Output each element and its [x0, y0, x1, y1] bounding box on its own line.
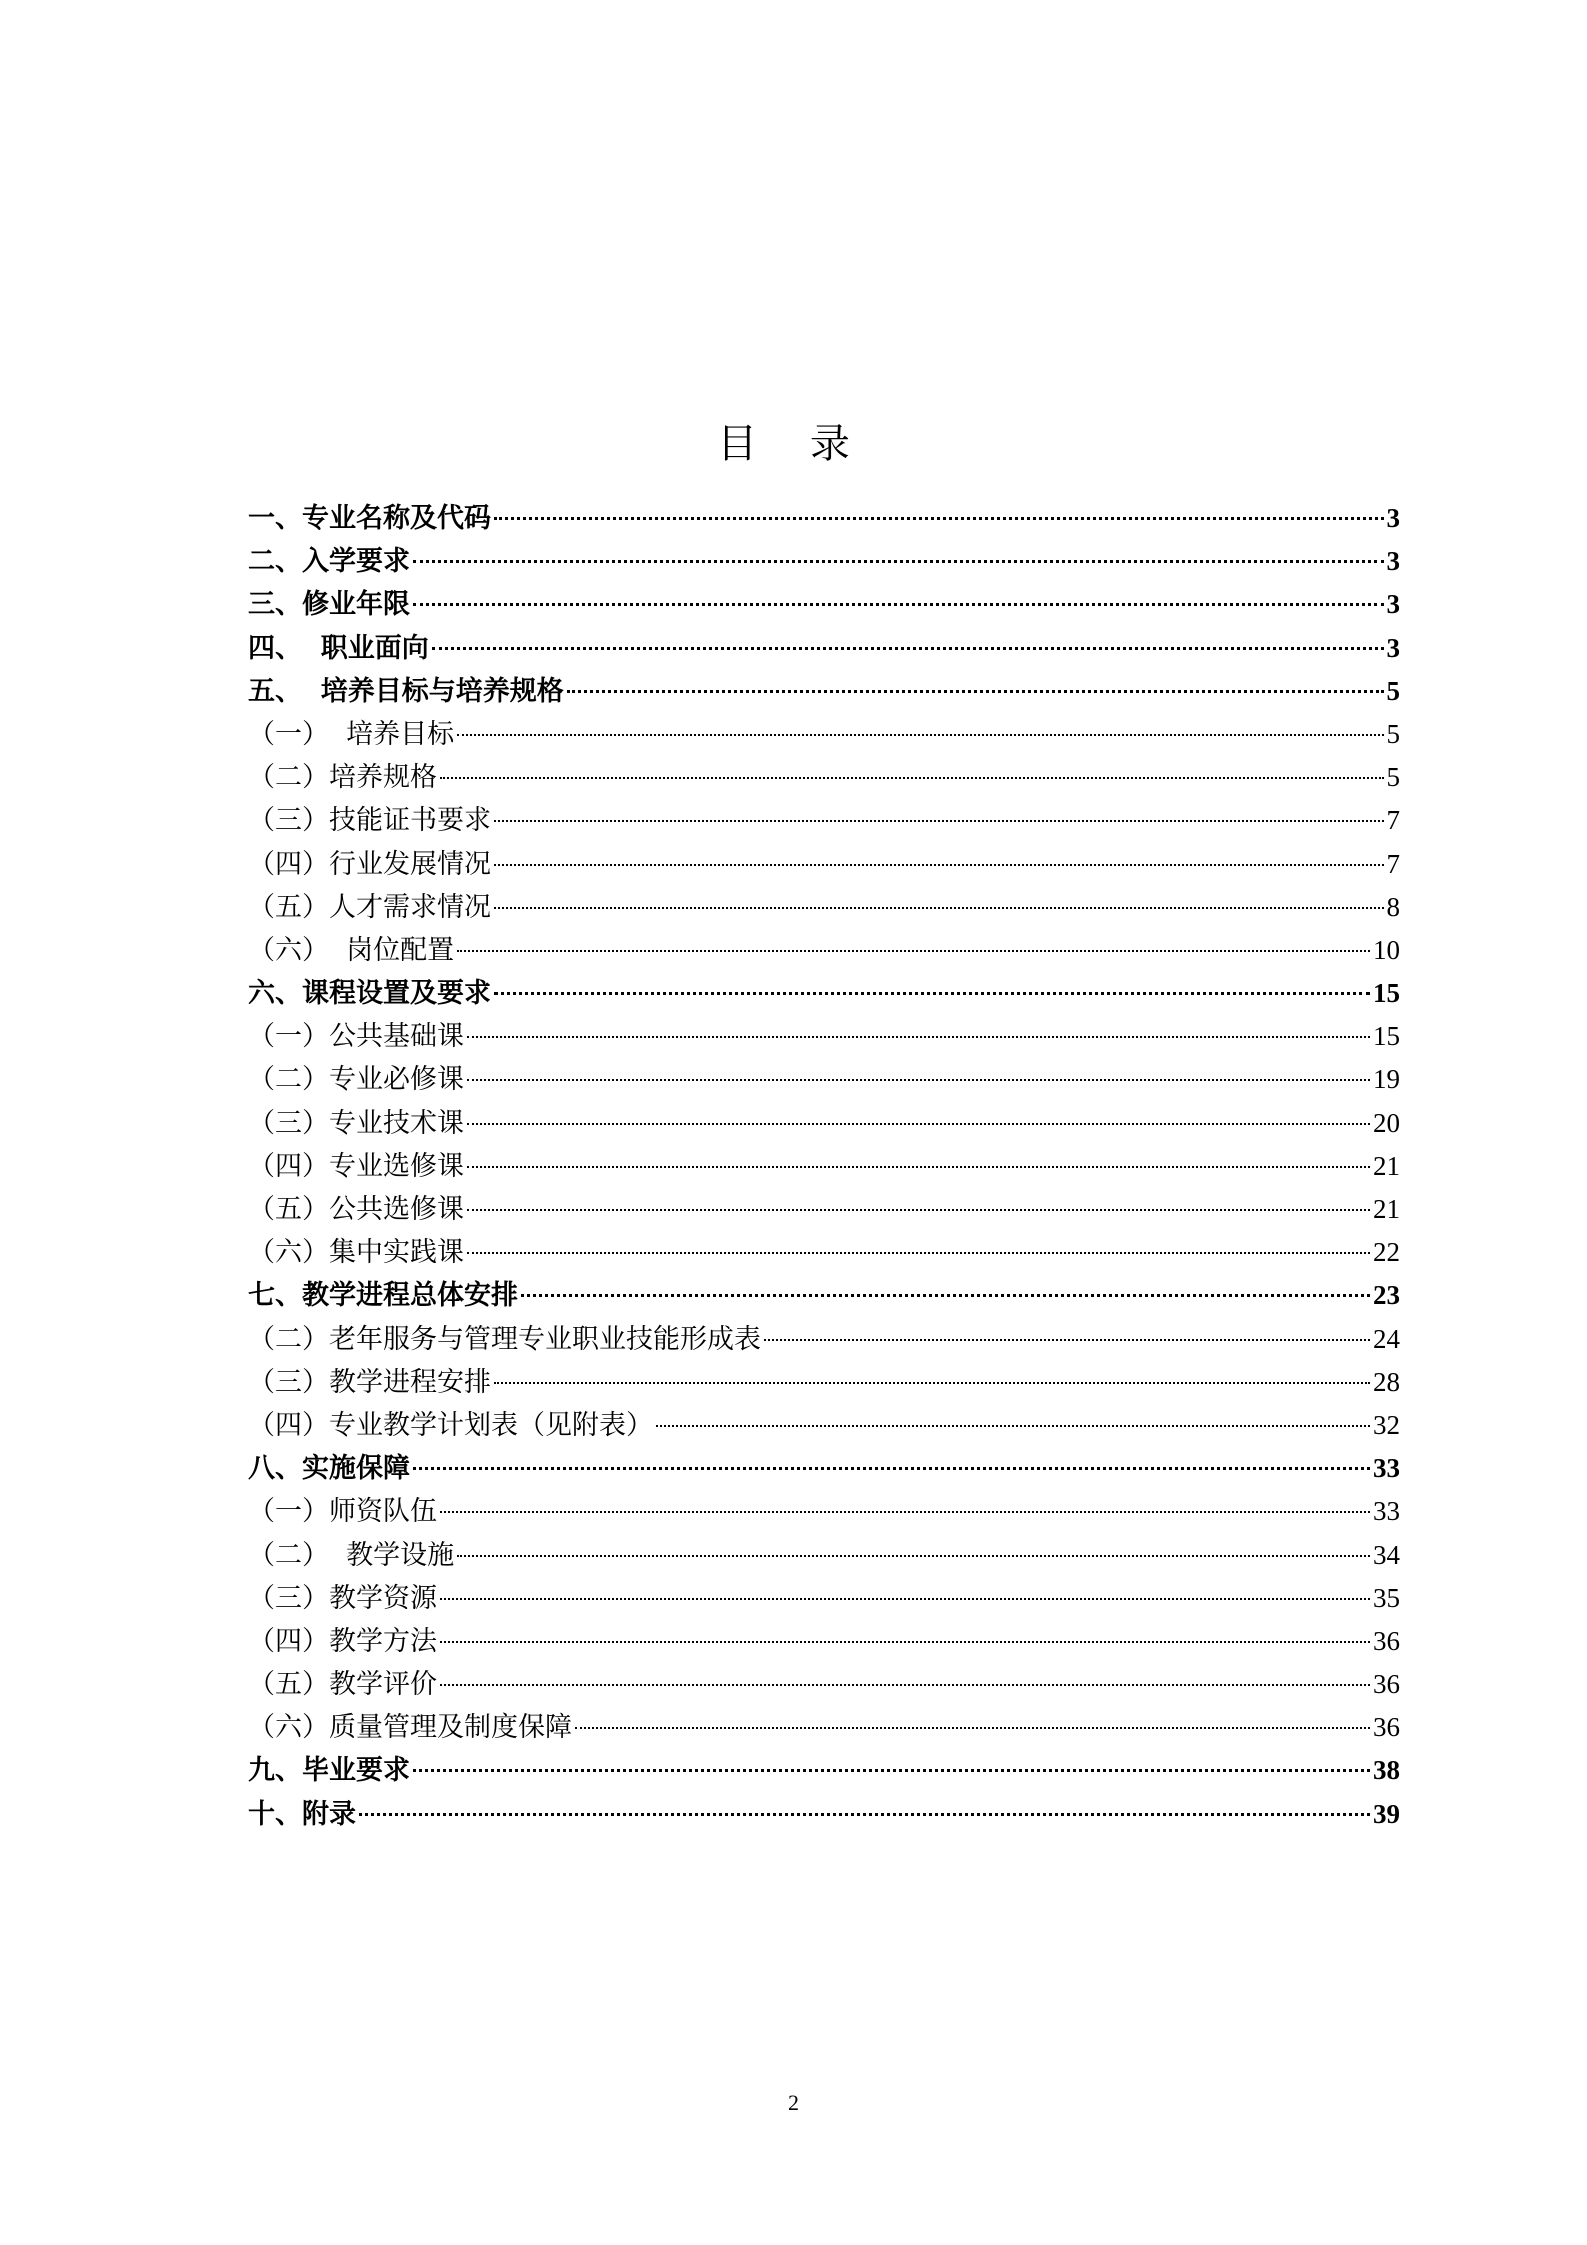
toc-entry[interactable]: [248, 1102, 1400, 1145]
toc-dot-leader: [432, 647, 1384, 650]
toc-entry[interactable]: [248, 583, 1400, 626]
toc-entry-label: （一）公共基础课: [248, 1021, 464, 1053]
toc-dot-leader: [656, 1425, 1370, 1427]
toc-entry[interactable]: [248, 1015, 1400, 1058]
toc-entry[interactable]: [248, 1145, 1400, 1188]
toc-entry[interactable]: [248, 1749, 1400, 1792]
toc-entry-label: （五）人才需求情况: [248, 891, 491, 923]
toc-dot-leader: [440, 1684, 1370, 1686]
toc-entry[interactable]: [248, 1793, 1400, 1836]
toc-entry-label: （三）教学进程安排: [248, 1366, 491, 1398]
toc-entry-page-number: 34: [1373, 1539, 1400, 1570]
toc-dot-leader: [359, 1813, 1370, 1816]
toc-entry-label: 一、专业名称及代码: [248, 503, 491, 534]
toc-entry-page-number: 24: [1373, 1323, 1400, 1354]
toc-entry[interactable]: [248, 972, 1400, 1015]
toc-entry[interactable]: [248, 1490, 1400, 1533]
toc-entry-page-number: 21: [1373, 1194, 1400, 1224]
toc-entry-label: 三、修业年限: [248, 589, 410, 621]
toc-dot-leader: [413, 603, 1384, 606]
toc-entry[interactable]: [248, 1577, 1400, 1620]
toc-entry-label: （四）专业教学计划表（见附表）: [248, 1409, 653, 1441]
toc-entry[interactable]: [248, 497, 1400, 540]
toc-entry[interactable]: [248, 1404, 1400, 1447]
toc-entry-page-number: 5: [1386, 762, 1400, 793]
toc-entry[interactable]: [248, 1534, 1400, 1577]
toc-dot-leader: [467, 1079, 1370, 1081]
toc-dot-leader: [413, 1769, 1370, 1772]
toc-entry-label: （六）集中实践课: [248, 1237, 464, 1269]
toc-entry-label: （三）专业技术课: [248, 1107, 464, 1139]
toc-entry-page-number: 8: [1386, 891, 1400, 922]
toc-dot-leader: [494, 864, 1384, 866]
toc-entry-page-number: 38: [1373, 1755, 1400, 1786]
toc-entry-page-number: 15: [1373, 978, 1400, 1009]
toc-entry-label: （五）教学评价: [248, 1669, 437, 1701]
toc-entry-page-number: 7: [1386, 848, 1400, 879]
toc-entry[interactable]: [248, 1706, 1400, 1749]
toc-entry-page-number: 15: [1373, 1021, 1400, 1052]
toc-entry-label: （二）培养规格: [248, 762, 437, 794]
toc-entry-label: （六） 岗位配置: [248, 934, 455, 966]
toc-entry[interactable]: [248, 713, 1400, 756]
toc-entry-label: 十、附录: [248, 1798, 356, 1830]
toc-entry-page-number: 33: [1373, 1496, 1400, 1527]
toc-dot-leader: [494, 907, 1384, 909]
toc-entry-page-number: 39: [1373, 1798, 1400, 1829]
toc-dot-leader: [467, 1209, 1370, 1211]
toc-entry[interactable]: [248, 1620, 1400, 1663]
toc-dot-leader: [575, 1727, 1370, 1729]
toc-entry-label: （六）质量管理及制度保障: [248, 1712, 572, 1744]
toc-dot-leader: [494, 517, 1384, 520]
toc-dot-leader: [457, 1555, 1370, 1557]
toc-dot-leader: [467, 1036, 1370, 1038]
toc-dot-leader: [567, 690, 1384, 693]
toc-entry-label: （二）老年服务与管理专业职业技能形成表: [248, 1323, 761, 1355]
toc-entry-page-number: 36: [1373, 1712, 1400, 1743]
toc-entry-page-number: 5: [1386, 675, 1400, 706]
toc-entry-label: 二、入学要求: [248, 546, 410, 578]
toc-entry-label: 九、毕业要求: [248, 1755, 410, 1787]
toc-entry-page-number: 7: [1386, 805, 1400, 836]
toc-dot-leader: [413, 560, 1384, 563]
toc-entry-page-number: 5: [1386, 718, 1400, 749]
toc-entry[interactable]: [248, 1361, 1400, 1404]
toc-dot-leader: [521, 1294, 1370, 1297]
toc-entry[interactable]: [248, 540, 1400, 583]
toc-entry-label: 五、 培养目标与培养规格: [248, 675, 564, 707]
toc-entry-page-number: 36: [1373, 1669, 1400, 1700]
toc-entry-page-number: 36: [1373, 1625, 1400, 1656]
toc-entry[interactable]: [248, 1058, 1400, 1101]
toc-entry-label: （二）专业必修课: [248, 1064, 464, 1096]
toc-dot-leader: [494, 992, 1370, 995]
toc-entry-label: （一）师资队伍: [248, 1496, 437, 1528]
toc-entry[interactable]: [248, 1274, 1400, 1317]
page-number: 2: [788, 2090, 799, 2115]
toc-entry-page-number: 23: [1373, 1280, 1400, 1311]
toc-entry-page-number: 21: [1373, 1150, 1400, 1181]
toc-entry-label: （三）技能证书要求: [248, 805, 491, 837]
page-title: 目 录: [717, 420, 870, 467]
toc-entry-page-number: 3: [1386, 589, 1400, 620]
toc-dot-leader: [457, 734, 1383, 736]
toc-entry-label: （五）公共选修课: [248, 1194, 464, 1225]
toc-entry-page-number: 19: [1373, 1064, 1400, 1095]
toc-entry-page-number: 10: [1373, 934, 1400, 965]
toc-entry[interactable]: [248, 886, 1400, 929]
toc-entry[interactable]: [248, 1231, 1400, 1274]
toc-dot-leader: [440, 1511, 1370, 1513]
toc-dot-leader: [440, 1598, 1370, 1600]
toc-entry[interactable]: [248, 1663, 1400, 1706]
toc-dot-leader: [764, 1339, 1370, 1341]
toc-entry-page-number: 35: [1373, 1582, 1400, 1613]
toc-entry-page-number: 3: [1386, 632, 1400, 663]
toc-entry[interactable]: [248, 1447, 1400, 1490]
toc-entry[interactable]: [248, 843, 1400, 886]
toc-entry-page-number: 32: [1373, 1409, 1400, 1440]
toc-entry-page-number: 22: [1373, 1237, 1400, 1268]
toc-entry[interactable]: [248, 627, 1400, 670]
toc-entry-page-number: 3: [1386, 503, 1400, 533]
toc-dot-leader: [467, 1252, 1370, 1254]
toc-entry[interactable]: [248, 1318, 1400, 1361]
toc-entry-page-number: 3: [1386, 546, 1400, 577]
toc-dot-leader: [494, 820, 1384, 822]
toc-entry-page-number: 33: [1373, 1453, 1400, 1484]
toc-entry-label: （四）专业选修课: [248, 1150, 464, 1182]
toc-entry-label: （三）教学资源: [248, 1582, 437, 1614]
toc-dot-leader: [467, 1166, 1370, 1168]
toc-entry-label: （四）行业发展情况: [248, 848, 491, 880]
toc-entry[interactable]: [248, 670, 1400, 713]
toc-entry-page-number: 28: [1373, 1366, 1400, 1397]
toc-dot-leader: [457, 950, 1370, 952]
toc-entry-label: 七、教学进程总体安排: [248, 1280, 518, 1312]
toc-entry-label: 四、 职业面向: [248, 632, 429, 664]
toc-dot-leader: [440, 777, 1384, 779]
toc-entry[interactable]: [248, 799, 1400, 842]
toc-entry[interactable]: [248, 929, 1400, 972]
toc-entry-label: 八、实施保障: [248, 1453, 410, 1485]
toc-dot-leader: [494, 1382, 1370, 1384]
table-of-contents: [248, 497, 1400, 1836]
toc-entry-page-number: 20: [1373, 1107, 1400, 1138]
toc-entry[interactable]: [248, 1188, 1400, 1231]
toc-dot-leader: [440, 1641, 1370, 1643]
toc-dot-leader: [467, 1123, 1370, 1125]
toc-entry[interactable]: [248, 756, 1400, 799]
toc-entry-label: 六、课程设置及要求: [248, 978, 491, 1010]
toc-entry-label: （一） 培养目标: [248, 718, 455, 750]
toc-dot-leader: [413, 1467, 1370, 1470]
toc-entry-label: （四）教学方法: [248, 1625, 437, 1657]
toc-entry-label: （二） 教学设施: [248, 1539, 455, 1571]
